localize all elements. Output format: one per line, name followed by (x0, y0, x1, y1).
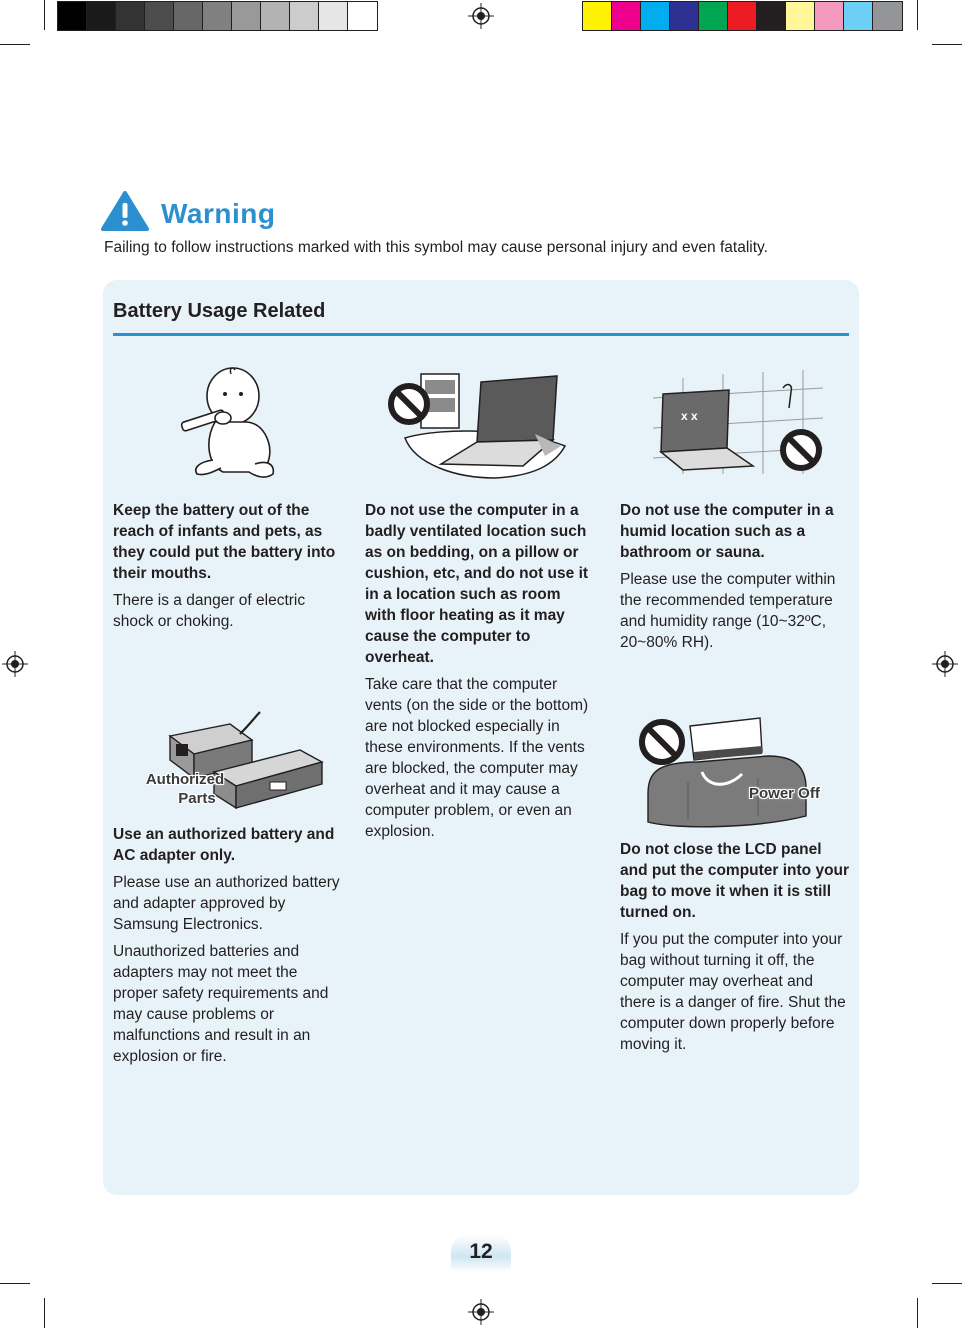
color-swatch (786, 2, 815, 30)
color-swatch (670, 2, 699, 30)
color-swatch (174, 2, 203, 30)
item-infants (113, 500, 338, 638)
section-divider (113, 333, 849, 336)
item-heading: Do not use the computer in a humid location such as a bathroom or sauna. (620, 502, 834, 561)
color-swatch (203, 2, 232, 30)
color-swatch (728, 2, 757, 30)
registration-mark-icon (2, 651, 28, 677)
authorized-label-line1: Authorized (145, 771, 225, 788)
item-body: Take care that the computer vents (on the side or the bottom) are not blocked especially in these environments. If the vents are blocked, the computer may overheat and it may cause a computer problem, or even an explosion. (365, 676, 589, 840)
color-swatch (815, 2, 844, 30)
crop-mark (0, 1283, 30, 1284)
item-heading: Do not use the computer in a badly ventilated location such as on bedding, on a pillow or cushion, etc, and do not use it in a location such as room with floor heating as it may cause the computer to overheat. (365, 502, 589, 666)
item-body: If you put the computer into your bag without turning it off, the computer may overheat and there is a danger of fire. Shut the computer down properly before moving it. (620, 931, 846, 1053)
color-swatch (58, 2, 87, 30)
color-swatch (261, 2, 290, 30)
crop-mark (0, 44, 30, 45)
warning-description: Failing to follow instructions marked with this symbol may cause personal injury and even fatality. (104, 239, 768, 256)
item-ventilation (365, 500, 595, 848)
color-swatch (873, 2, 902, 30)
crop-mark (932, 44, 962, 45)
registration-mark-icon (468, 1299, 494, 1325)
item-body: There is a danger of electric shock or choking. (113, 592, 306, 630)
item-body: Please use the computer within the recommended temperature and humidity range (10~32ºC, 20~80% RH). (620, 571, 836, 651)
color-swatch (583, 2, 612, 30)
item-heading: Use an authorized battery and AC adapter only. (113, 826, 335, 864)
crop-mark (44, 1298, 45, 1328)
page-number: 12 (469, 1240, 493, 1263)
crop-mark (44, 0, 45, 30)
warning-title: Warning (161, 198, 276, 229)
item-heading: Keep the battery out of the reach of infants and pets, as they could put the battery into their mouths. (113, 502, 336, 582)
crop-mark (917, 0, 918, 30)
svg-text:x x: x x (681, 409, 698, 423)
color-swatch (116, 2, 145, 30)
warning-triangle-icon (100, 190, 150, 232)
item-body: Unauthorized batteries and adapters may not meet the proper safety requirements and may cause problems or malfunctions and result in an explosion or fire. (113, 943, 329, 1065)
item-lcd (620, 839, 850, 1061)
baby-battery-illustration (175, 360, 285, 490)
authorized-parts-label (140, 770, 230, 808)
color-swatch (87, 2, 116, 30)
laptop-on-pillow-illustration (385, 368, 585, 480)
color-swatch (757, 2, 786, 30)
crop-mark (932, 1283, 962, 1284)
laptop-in-bathroom-illustration (643, 368, 833, 480)
item-body: Please use an authorized battery and adapter approved by Samsung Electronics. (113, 874, 340, 933)
color-swatch (844, 2, 873, 30)
item-authorized (113, 824, 343, 1073)
color-swatch (145, 2, 174, 30)
registration-mark-icon (932, 651, 958, 677)
laptop-into-bag-illustration (638, 712, 828, 830)
section-title: Battery Usage Related (113, 300, 326, 322)
power-off-label: Power Off (749, 785, 820, 802)
color-swatch (641, 2, 670, 30)
color-swatch (319, 2, 348, 30)
authorized-label-line2: Parts (178, 790, 216, 807)
color-swatch (232, 2, 261, 30)
color-swatch (348, 2, 377, 30)
crop-mark (917, 1298, 918, 1328)
color-swatch (612, 2, 641, 30)
registration-mark-icon (468, 3, 494, 29)
color-swatch (290, 2, 319, 30)
item-humid (620, 500, 845, 659)
item-heading: Do not close the LCD panel and put the computer into your bag to move it when it is still turned on. (620, 841, 850, 921)
color-swatch (699, 2, 728, 30)
